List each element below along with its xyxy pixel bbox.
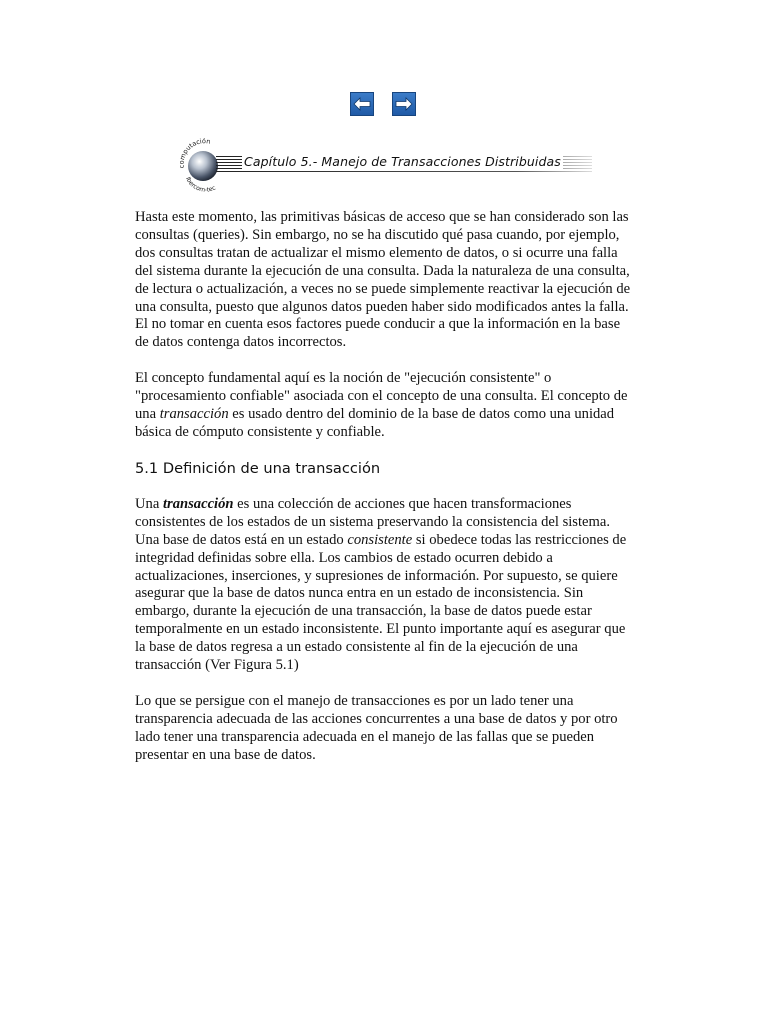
chapter-title: Capítulo 5.- Manejo de Transacciones Distribuidas	[244, 154, 561, 169]
text-run: es usado dentro del dominio de la base de datos como una unidad básica de cómputo consistente y confiable.	[135, 406, 615, 440]
document-body	[135, 209, 635, 783]
text-run: es una colección de acciones que hacen transformaciones consistentes de los estados de un sistema preservando la consistencia del sistema. Una base de datos está en un estado	[135, 495, 610, 548]
paragraph-goal: Lo que se persigue con el manejo de transacciones es por un lado tener una transparencia adecuada de las acciones concurrentes a una base de datos y por otro lado tener una transparencia adecuada en el manejo de las fallas que se pueden presentar en una base de datos.	[135, 692, 618, 763]
emphasis-transaccion: transacción	[159, 406, 229, 423]
paragraph-concept	[135, 370, 635, 442]
paragraph-intro: Hasta este momento, las primitivas básicas de acceso que se han considerado son las consultas (queries). Sin embargo, no se ha discutido qué pasa cuando, por ejemplo, dos consultas tratan de actualizar el mismo elemento de datos, o si ocurre una falla del sistema durante la ejecución de una consulta. Dada la naturaleza de una consulta, de lectura o actualización, a veces no se puede simplemente reactivar la ejecución de una consulta, puesto que algunos datos pueden haber sido modificados antes la falla. El no tomar en cuenta esos factores puede conducir a que la información en la base de datos contenga datos incorrectos.	[135, 209, 631, 351]
arrow-right-icon	[395, 97, 413, 111]
arrow-left-icon	[353, 97, 371, 111]
emphasis-consistente: consistente	[347, 531, 413, 548]
text-run: si obedece todas las restricciones de integridad definidas sobre ella. Los cambios de estado ocurren debido a actualizaciones, inserciones, y supresiones de información. Por supuesto, se quiere asegurar que la base de datos nunca entra en un estado de inconsistencia. Sin embargo, durante la ejecución de una transacción, la base de datos puede estar temporalmente en un estado inconsistente. El punto importante aquí es asegurar que la base de datos regresa a un estado consistente al fin de la ejecución de una transacción (Ver Figura 5.1)	[135, 531, 627, 674]
text-run: Una	[135, 495, 163, 512]
next-page-button[interactable]	[392, 92, 416, 116]
paragraph-definition	[135, 496, 635, 675]
logo-bottom-text: Ibercom-tec	[184, 176, 217, 194]
sphere-icon	[188, 151, 218, 181]
text-run: El concepto fundamental aquí es la noción de "ejecución consistente" o "procesamiento confiable" asociada con el concepto de una consulta. El concepto de una	[135, 370, 628, 423]
section-heading: 5.1 Definición de una transacción	[135, 459, 381, 477]
logo-top-text: computación	[177, 138, 212, 169]
previous-page-button[interactable]	[350, 92, 374, 116]
chapter-banner	[176, 138, 596, 194]
navigation-bar	[350, 92, 416, 116]
strong-transaccion: transacción	[162, 495, 234, 512]
